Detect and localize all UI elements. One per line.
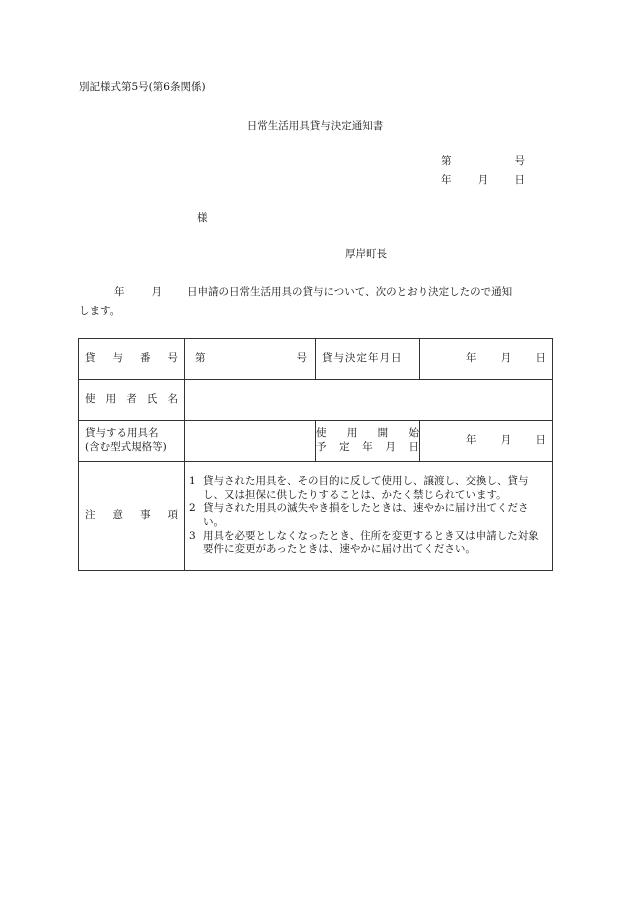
label-char: 始 [408,427,419,440]
user-name-value [185,380,553,421]
decision-month: 月 [500,352,512,365]
label-char: 名 [167,393,178,406]
label-char: 予 [316,441,327,453]
label-char: 使 [316,427,327,440]
body-text-line1 [114,287,512,298]
note-number: 3 [189,529,196,542]
date-month: 月 [477,174,489,186]
label-char: 用 [105,393,117,406]
label-char: 番 [140,352,151,365]
label-char: 定 [339,441,350,453]
loan-number-prefix: 第 [195,352,206,365]
document-date [441,175,525,186]
user-name-label [79,380,185,421]
label-char: 号 [167,352,178,365]
number-suffix: 号 [514,155,525,167]
date-day: 日 [514,174,525,186]
body-text-line2: します。 [79,305,121,317]
list-item [189,530,548,557]
notes-label [79,462,185,571]
decision-year: 年 [466,352,477,365]
equipment-value [185,421,316,462]
label-char: 用 [346,427,358,440]
date-year: 年 [441,174,452,186]
list-item [189,475,548,502]
loan-number-value [185,339,316,380]
number-prefix: 第 [441,155,452,167]
label-char: 意 [112,509,123,522]
equipment-label-line1: 貸与する用具名 [85,427,159,440]
form-reference: 別記様式第5号(第6条関係) [79,81,206,93]
label-char: 年 [362,441,373,453]
decision-date-label-text: 貸与決定年月日 [322,352,403,365]
table-row [79,421,553,462]
equipment-label [79,421,185,462]
label-char: 月 [385,441,396,453]
label-char: 事 [140,509,151,522]
label-char: 開 [377,427,389,440]
start-day: 日 [535,434,546,447]
label-char: 氏 [146,393,158,406]
body-month: 月 [151,286,162,298]
start-date-label [316,421,420,462]
document-title: 日常生活用具貸与決定通知書 [246,120,384,132]
label-char: 日 [408,441,419,453]
decision-day: 日 [535,352,546,365]
decision-table [78,338,553,571]
body-line1-text: 日申請の日常生活用具の貸与について、次のとおり決定したので通知 [187,286,513,298]
table-row [79,380,553,421]
issuer-name: 厚岸町長 [345,248,387,260]
label-char: 貸 [85,352,96,365]
label-char: 注 [85,509,96,522]
loan-number-suffix: 号 [296,352,307,365]
loan-number-label [79,339,185,380]
start-date-value [420,421,553,462]
body-year: 年 [114,286,125,298]
addressee-honorific: 様 [197,212,208,224]
note-text: 貸与された用具の滅失やき損をしたときは、速やかに届け出てください。 [203,502,529,528]
decision-date-label [316,339,420,380]
decision-date-value [420,339,553,380]
notes-list [185,462,553,571]
start-month: 月 [500,434,512,447]
note-text: 用具を必要としなくなったとき、住所を変更するとき又は申請した対象要件に変更があったときは、速やかに届け出てください。 [203,529,539,556]
list-item [189,502,548,529]
label-char: 項 [167,509,178,522]
start-year: 年 [466,434,477,447]
table-row [79,462,553,571]
document-number [441,156,525,167]
label-char: 者 [126,393,137,406]
label-char: 与 [112,352,123,365]
label-char: 使 [85,393,96,406]
note-text: 貸与された用具を、その目的に反して使用し、譲渡し、交換し、貸与し、又は担保に供したりすることは、かたく禁じられています。 [203,475,529,501]
note-number: 1 [189,475,196,488]
equipment-label-line2: (含む型式規格等) [85,441,167,453]
table-row [79,339,553,380]
note-number: 2 [189,502,196,515]
